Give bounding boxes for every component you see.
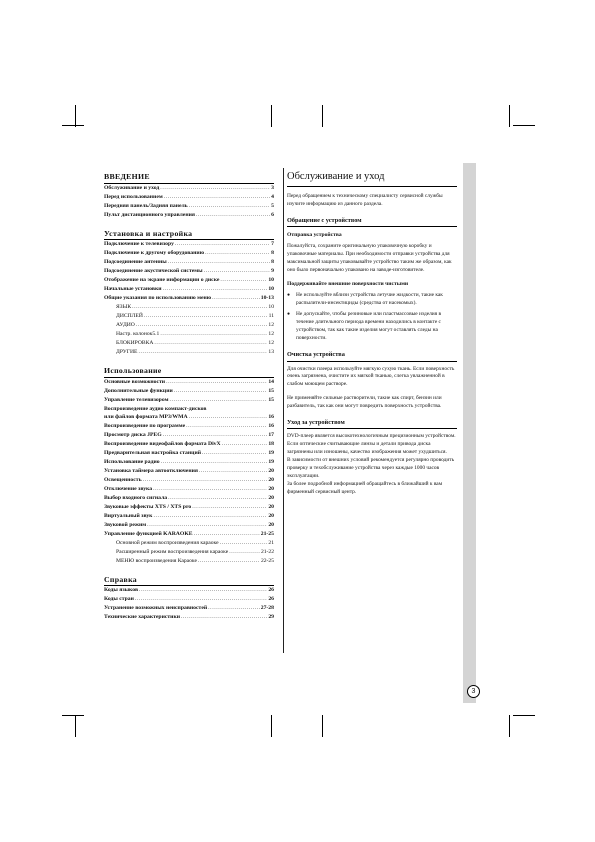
toc-section-reference [104,575,274,623]
toc-section-usage [104,366,274,566]
toc-subentry[interactable]: Основной режим воспроизведения караоке ..... 21 [104,539,274,548]
toc-entry[interactable]: Подсоединение акустической системы ..... 9 [104,267,274,276]
toc-entry[interactable]: Выбор входного сигнала ..... 20 [104,494,274,503]
crop-mark [513,125,535,126]
paragraph: За более подробной информацией обращайтесь в ближайший к вам фирменный сервисный центр. [287,480,443,495]
list-item: ● Не допускайте, чтобы резиновые или пластмассовые изделия в течение длительного периода времени находились в контакте с устройством, так как такие изделия могут оставлять следы на поверхности. [287,311,442,342]
paragraph: Пожалуйста, сохраните оригинальную упаковочную коробку и упаковочные материалы. При необходимости отправки устройства для максимальной защиты упаковывайте устройство таким же образом, как оно было первоначально упаковано на заводе-изготовителе. [287,243,452,273]
crop-mark [62,715,84,716]
toc-entry[interactable]: Технические характеристики ..... 29 [104,613,274,622]
toc-entry[interactable]: Перед использованием ..... 4 [104,193,274,202]
toc-subentry[interactable]: АУДИО ..... 12 [104,321,274,330]
toc-section-setup [104,229,274,358]
toc-section-intro [104,172,274,220]
toc-entry[interactable]: Освещенность ..... 20 [104,476,274,485]
toc-entry[interactable]: Пульт дистанционного управления ..... 6 [104,211,274,220]
toc-entry[interactable]: Подсоединение антенны ..... 8 [104,258,274,267]
toc-entry[interactable]: Предварительная настройка станций ..... 19 [104,449,274,458]
toc-entry[interactable]: Дополнительные функции ..... 15 [104,387,274,396]
toc-entry[interactable]: Подключение к телевизору ..... 7 [104,240,274,249]
toc-entry[interactable]: Установка таймера автоотключения ..... 20 [104,467,274,476]
crop-mark [271,105,272,127]
crop-mark [62,125,84,126]
toc-subentry[interactable]: ДИСПЛЕЙ ..... 11 [104,312,274,321]
toc-entry[interactable]: Использование радио ..... 19 [104,458,274,467]
paragraph: В зависимости от внешних условий рекомендуется регулярно проводить проверку и техобслуживание устройства через каждые 1000 часов эксплуатации. [287,457,455,479]
toc-entry[interactable]: Управление функцией KARAOKE ..... 21-25 [104,530,274,539]
list-item: ● Не используйте вблизи устройства летучие жидкости, такие как распылители-инсектициды (средства от насекомых). [287,291,443,306]
paragraph: Для очистки плеера используйте мягкую сухую ткань. Если поверхность очень загрязнена, очистите их мягкой тканью, слегка увлажненной в слабом моющем растворе. [287,365,455,388]
subsection-heading: Поддерживайте внешние поверхности чистыми [287,280,409,287]
toc-entry-first-line[interactable]: Воспроизведение аудио компакт-дисков [104,405,207,412]
toc-subentry[interactable]: Настр. колонок5.1 ..... 12 [104,330,274,339]
toc-entry[interactable]: Обслуживание и уход ..... 3 [104,184,274,193]
paragraph: Не применяйте сильные растворители, такие как спирт, бензин или разбавитель, так как они могут повредить поверхность устройства. [287,395,442,410]
toc-entry[interactable]: Звуковой режим ..... 20 [104,521,274,530]
crop-mark [75,105,76,127]
toc-entry[interactable]: Виртуальный звук ..... 20 [104,512,274,521]
toc-entry[interactable]: Просмотр диска JPEG ..... 17 [104,431,274,440]
page-number: 3 [467,685,480,698]
toc-entry[interactable]: Воспроизведение видеофайлов формата DivX ..... 18 [104,440,274,449]
toc-entry[interactable]: Коды языков ..... 26 [104,586,274,595]
toc-subentry[interactable]: Расширенный режим воспроизведения караоке ..... 21-22 [104,548,274,557]
bullet-icon: ● [287,312,291,318]
maintenance-article [287,170,457,503]
section-heading: Уход за устройством [287,419,457,429]
toc-section-title: Установка и настройка [104,229,274,241]
toc-entry[interactable]: Устранение возможных неисправностей ..... 27-28 [104,604,274,613]
section-heading: Очистка устройства [287,351,457,361]
toc-subentry[interactable]: БЛОКИРОВКА ..... 12 [104,339,274,348]
toc-entry[interactable]: Звуковые эффекты XTS / XTS pro ..... 20 [104,503,274,512]
bullet-icon: ● [287,292,291,298]
toc-subentry[interactable]: ДРУГИЕ ..... 13 [104,348,274,357]
toc-subentry[interactable]: МЕНЮ воспроизведения Караоке ..... 22-25 [104,557,274,566]
side-tab-bar [463,163,476,703]
toc-section-title: Справка [104,575,274,587]
crop-mark [513,715,535,716]
column-divider [283,168,284,653]
page-title: Обслуживание и уход [287,170,457,187]
crop-mark [75,715,76,737]
toc-section-title: ВВЕДЕНИЕ [104,172,274,184]
toc-entry[interactable]: Отображение на экране информации о диске ..... 10 [104,276,274,285]
crop-mark [509,105,510,127]
toc-entry[interactable]: Основные возможности ..... 14 [104,378,274,387]
crop-mark [322,715,323,737]
crop-mark [322,105,323,127]
section-heading: Обращение с устройством [287,217,457,227]
toc-entry[interactable]: Общие указания по использованию меню ..... 10-13 [104,294,274,303]
subsection-heading: Отправка устройства [287,232,342,239]
toc-entry[interactable]: Воспроизведение по программе ..... 16 [104,422,274,431]
toc-entry[interactable]: Начальные установки ..... 10 [104,285,274,294]
toc-entry[interactable]: Коды стран ..... 26 [104,595,274,604]
toc-entry[interactable]: Отключение звука ..... 20 [104,485,274,494]
toc-entry[interactable]: или файлов формата MP3/WMA ..... 16 [104,413,274,422]
toc-subentry[interactable]: ЯЗЫК ..... 10 [104,303,274,312]
toc-entry[interactable]: Подключение к другому оборудованию ..... 8 [104,249,274,258]
toc-entry[interactable]: Управление телевизором ..... 15 [104,396,274,405]
crop-mark [509,715,510,737]
intro-paragraph: Перед обращением к техническому специалисту сервисной службы изучите информацию из данного раздела. [287,193,443,207]
crop-mark [271,715,272,737]
toc-section-title: Использование [104,366,274,378]
toc-entry[interactable]: Передняя панель/Задняя панель ..... 5 [104,202,274,211]
table-of-contents [104,172,274,631]
paragraph: DVD-плеер является высокотехнологичным прецизионным устройством. Если оптические считывающие линзы и детали привода диска загрязнены или изношены, качество изображения может ухудшиться. [287,433,456,456]
